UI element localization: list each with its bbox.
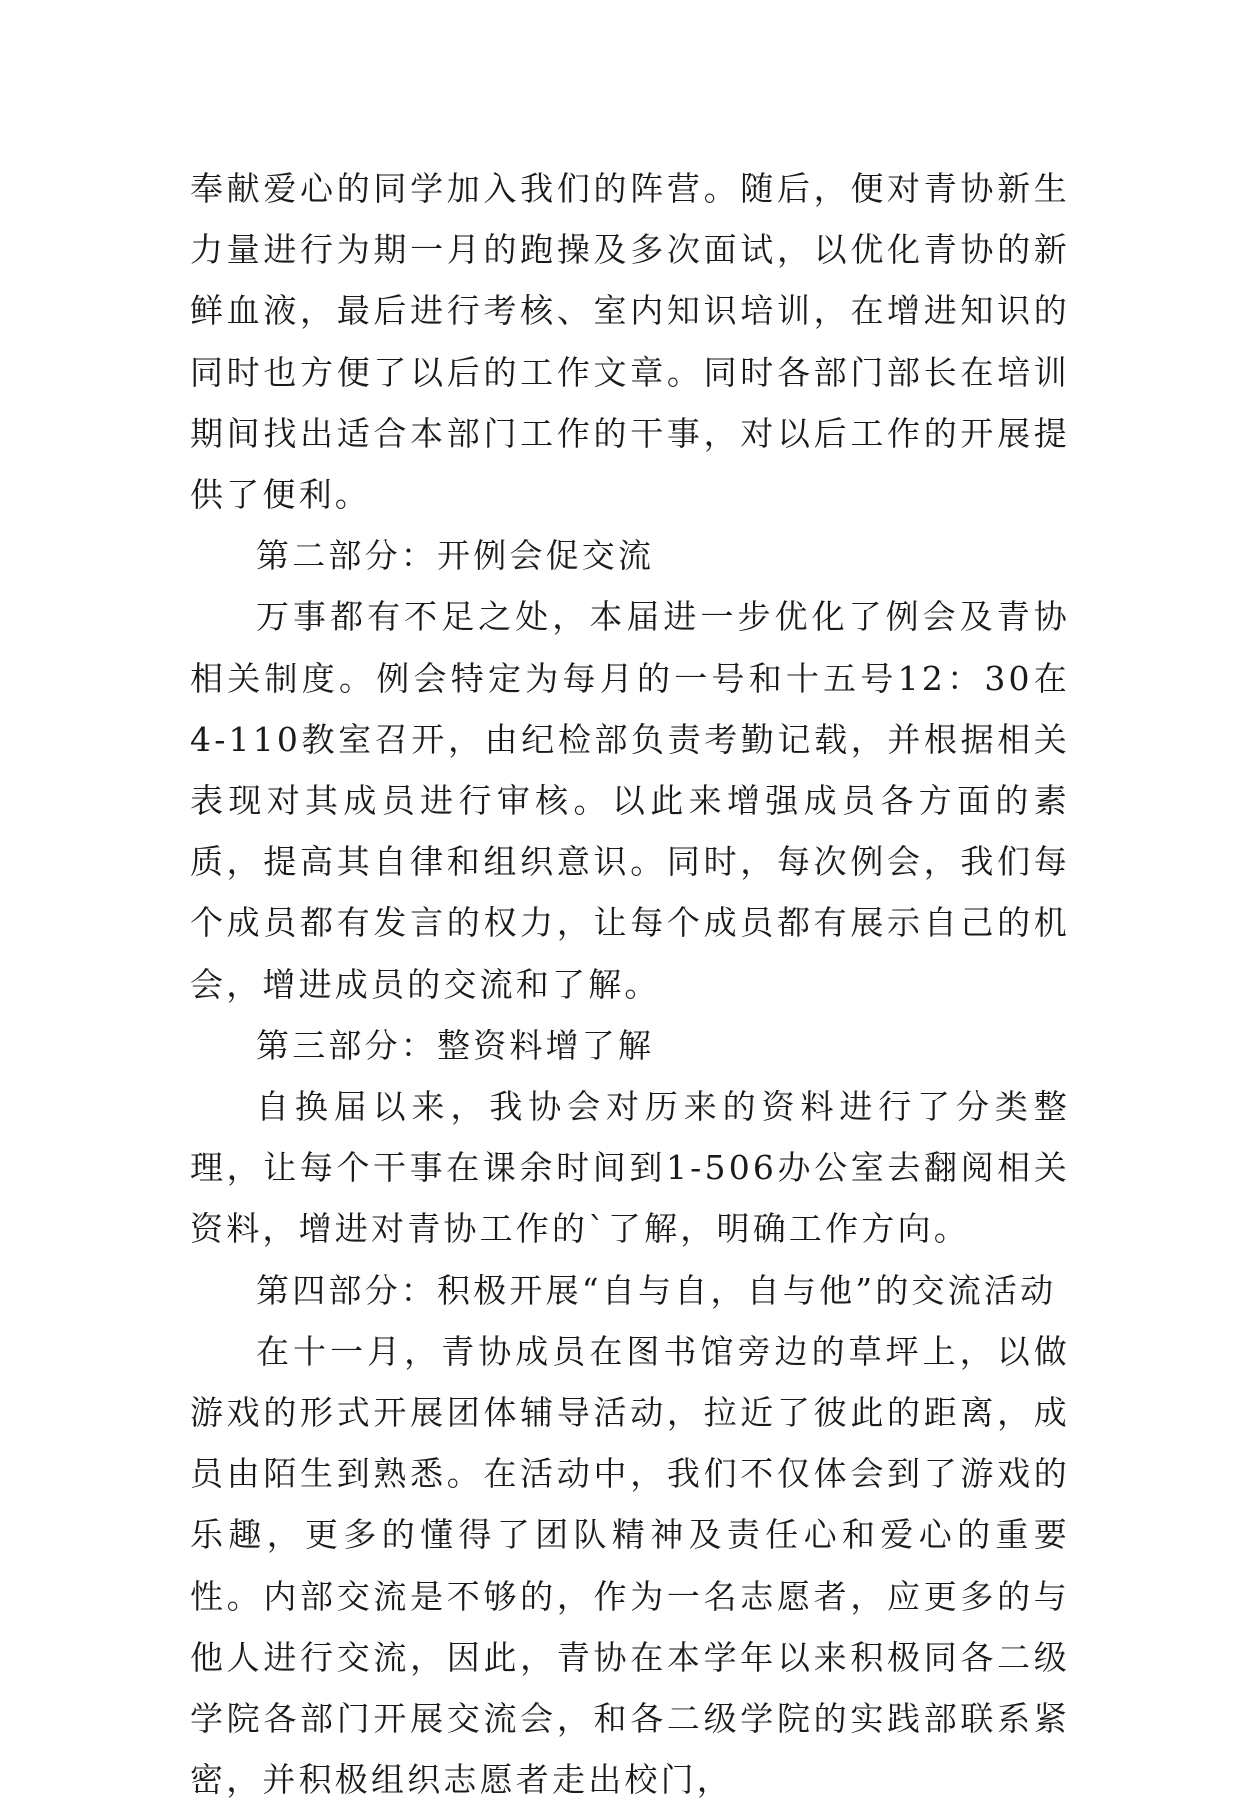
section-heading-4: 第四部分：积极开展“自与自，自与他”的交流活动 (256, 1270, 1057, 1310)
paragraph-exchange-activities: 在十一月，青协成员在图书馆旁边的草坪上，以做游戏的形式开展团体辅导活动，拉近了彼此的距离，成员由陌生到熟悉。在活动中，我们不仅体会到了游戏的乐趣，更多的懂得了团队精神及责任心和爱心的重要性。内部交流是不够的，作为一名志愿者，应更多的与他人进行交流，因此，青协在本学年以来积极同各二级学院各部门开展交流会，和各二级学院的实践部联系紧密，并积极组织志愿者走出校门， (190, 1331, 1070, 1800)
document-body (190, 158, 1070, 1810)
section-heading-2: 第二部分：开例会促交流 (256, 536, 655, 576)
paragraph-materials: 自换届以来，我协会对历来的资料进行了分类整理，让每个干事在课余时间到1-506办公室去翻阅相关资料，增进对青协工作的`了解，明确工作方向。 (190, 1087, 1070, 1249)
section-heading-3: 第三部分：整资料增了解 (256, 1025, 655, 1065)
paragraph-meetings: 万事都有不足之处，本届进一步优化了例会及青协相关制度。例会特定为每月的一号和十五号12：30在4-110教室召开，由纪检部负责考勤记载，并根据相关表现对其成员进行审核。以此来增强成员各方面的素质，提高其自律和组织意识。同时，每次例会，我们每个成员都有发言的权力，让每个成员都有展示自己的机会，增进成员的交流和了解。 (190, 597, 1070, 1004)
paragraph-continued: 奉献爱心的同学加入我们的阵营。随后，便对青协新生力量进行为期一月的跑操及多次面试，以优化青协的新鲜血液，最后进行考核、室内知识培训，在增进知识的同时也方便了以后的工作文章。同时各部门部长在培训期间找出适合本部门工作的干事，对以后工作的开展提供了便利。 (190, 169, 1070, 515)
